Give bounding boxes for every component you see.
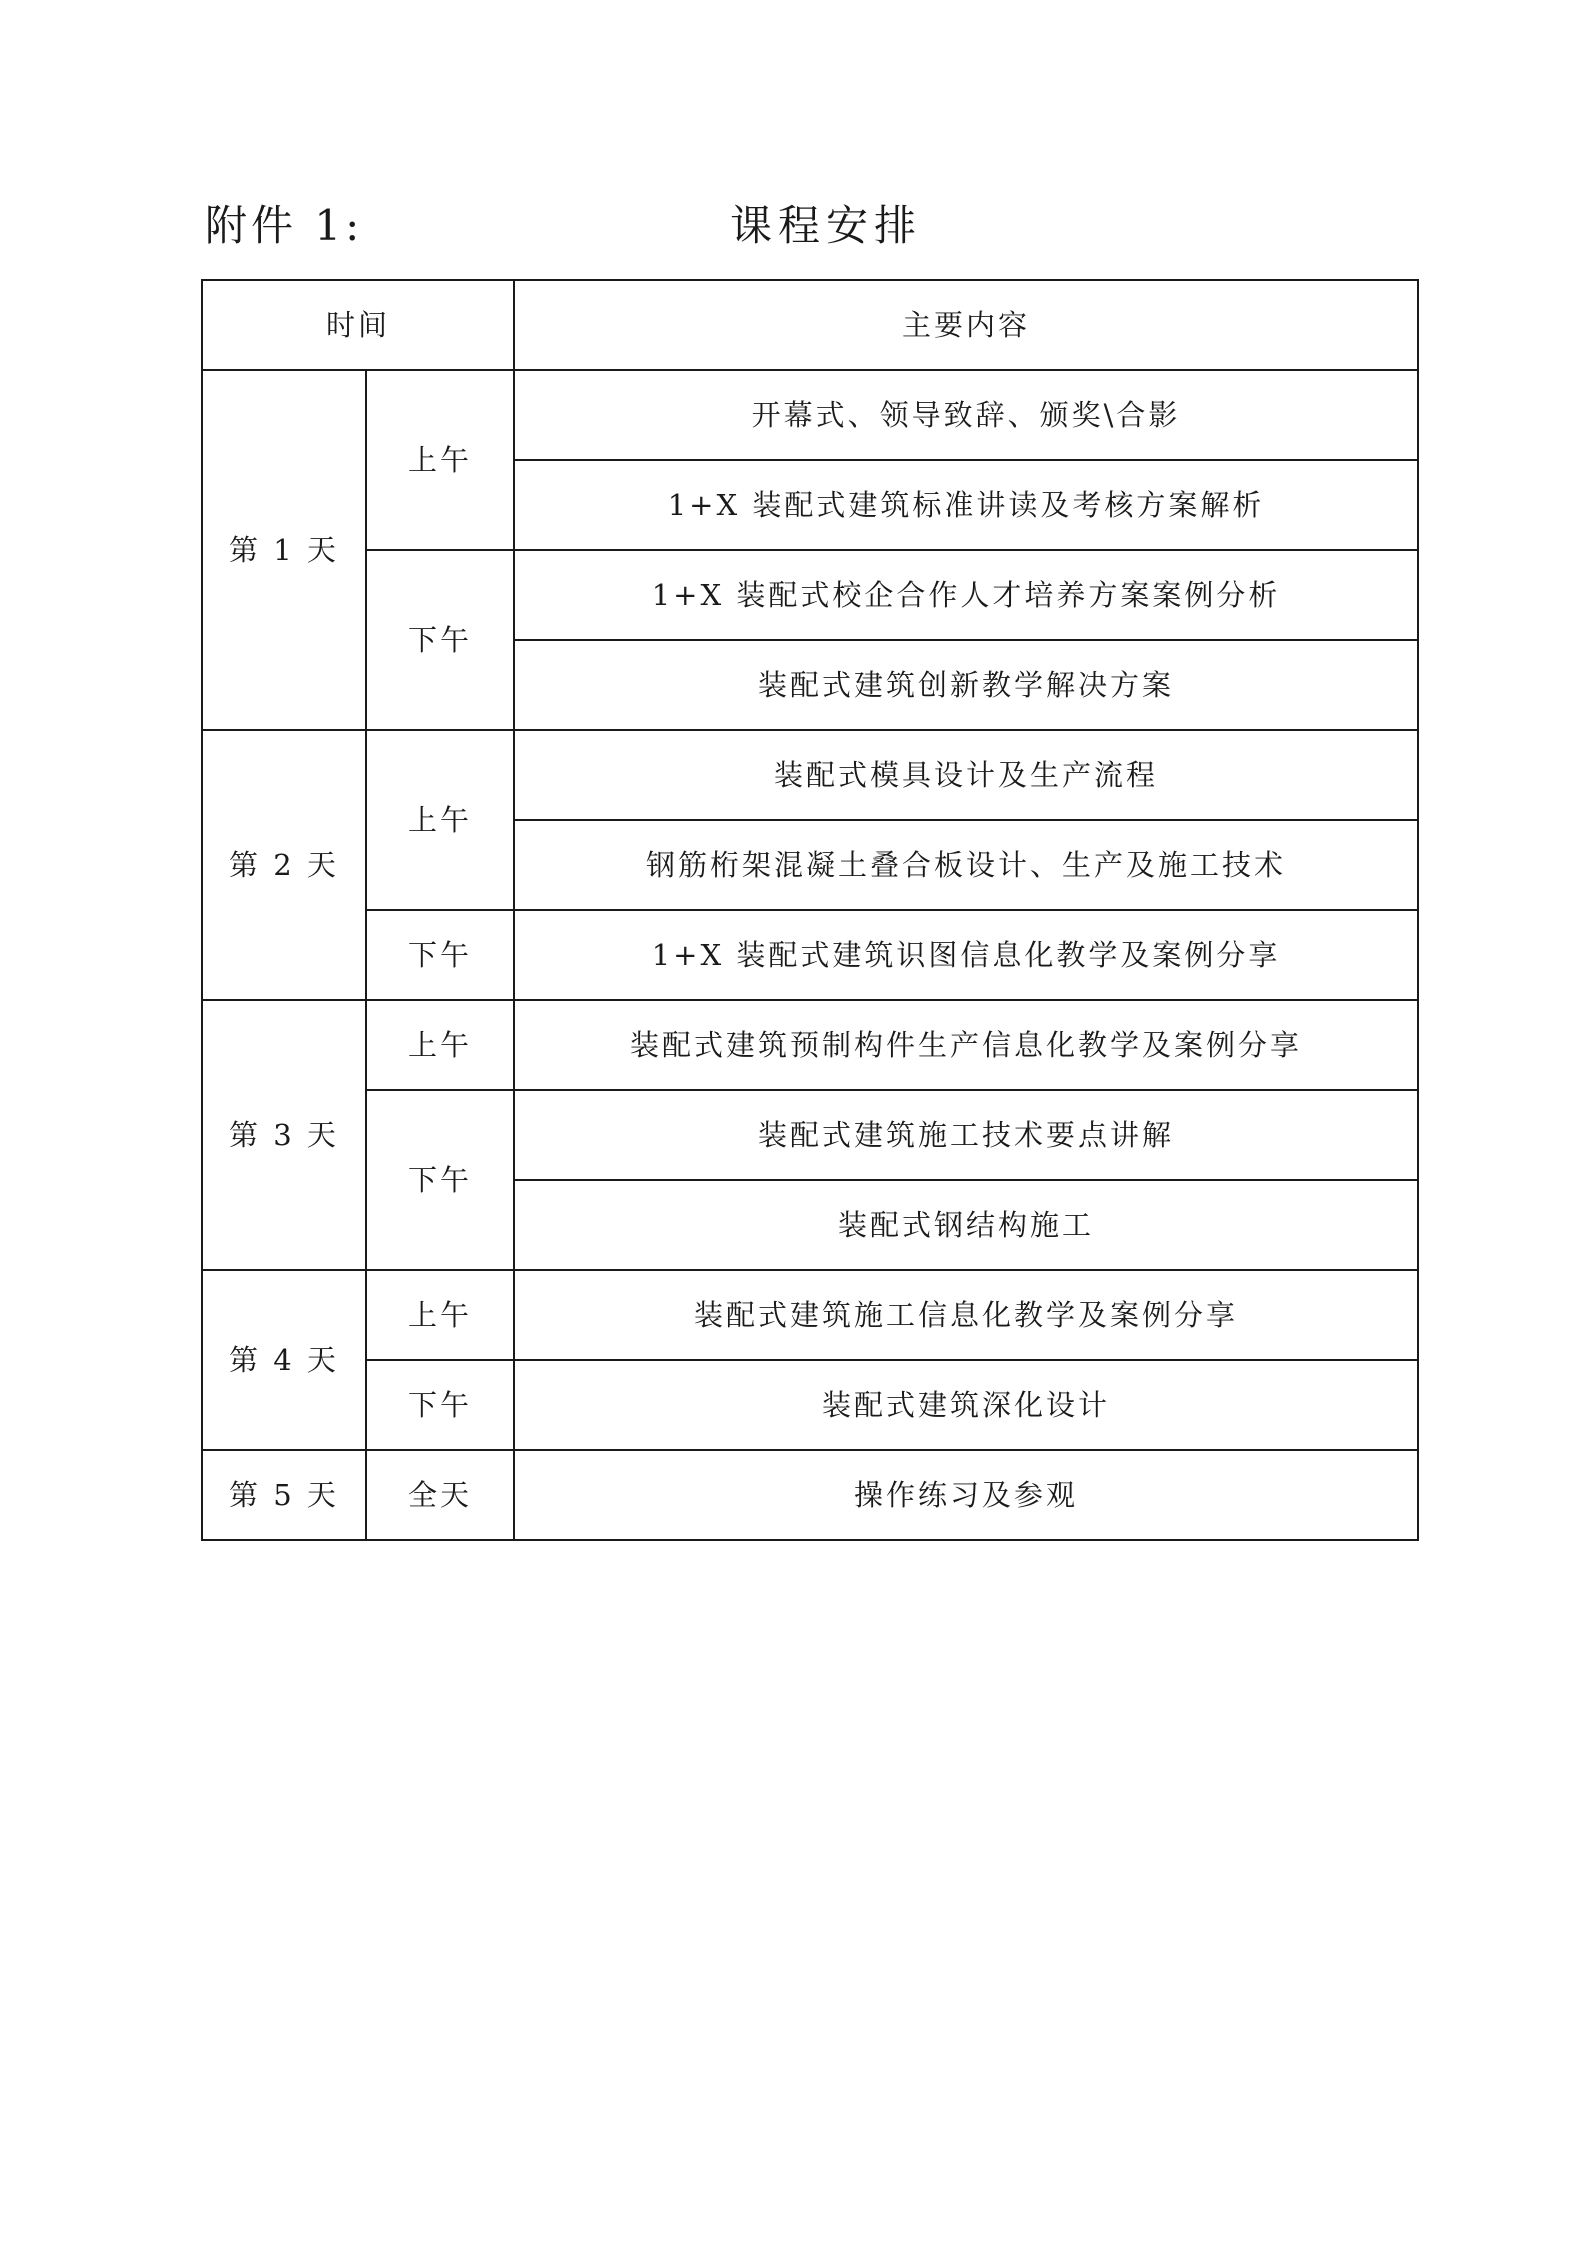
table-row xyxy=(202,1450,1418,1540)
day-cell: 第 5 天 xyxy=(202,1450,366,1540)
column-header-time: 时间 xyxy=(202,280,514,370)
period-cell: 下午 xyxy=(366,1090,514,1270)
period-cell: 上午 xyxy=(366,1000,514,1090)
content-cell: 装配式钢结构施工 xyxy=(514,1180,1418,1270)
day-cell: 第 3 天 xyxy=(202,1000,366,1270)
table-row xyxy=(202,910,1418,1000)
column-header-content: 主要内容 xyxy=(514,280,1418,370)
content-cell: 开幕式、领导致辞、颁奖\合影 xyxy=(514,370,1418,460)
content-cell: 操作练习及参观 xyxy=(514,1450,1418,1540)
content-cell: 1+X 装配式建筑标准讲读及考核方案解析 xyxy=(514,460,1418,550)
table-row xyxy=(202,1270,1418,1360)
table-row xyxy=(202,1000,1418,1090)
period-cell: 下午 xyxy=(366,550,514,730)
content-cell: 装配式建筑创新教学解决方案 xyxy=(514,640,1418,730)
period-cell: 下午 xyxy=(366,910,514,1000)
period-cell: 上午 xyxy=(366,730,514,910)
table-row xyxy=(202,730,1418,820)
table-row xyxy=(202,1360,1418,1450)
period-cell: 下午 xyxy=(366,1360,514,1450)
period-cell: 全天 xyxy=(366,1450,514,1540)
period-cell: 上午 xyxy=(366,370,514,550)
page-title: 课程安排 xyxy=(730,201,923,250)
table-row xyxy=(202,550,1418,640)
table-header-row xyxy=(202,280,1418,370)
table-row xyxy=(202,1090,1418,1180)
schedule-table xyxy=(201,279,1419,1541)
content-cell: 装配式建筑预制构件生产信息化教学及案例分享 xyxy=(514,1000,1418,1090)
content-cell: 装配式建筑深化设计 xyxy=(514,1360,1418,1450)
table-row xyxy=(202,370,1418,460)
day-cell: 第 1 天 xyxy=(202,370,366,730)
content-cell: 1+X 装配式建筑识图信息化教学及案例分享 xyxy=(514,910,1418,1000)
attachment-label: 附件 1: xyxy=(205,201,364,250)
content-cell: 1+X 装配式校企合作人才培养方案案例分析 xyxy=(514,550,1418,640)
content-cell: 钢筋桁架混凝土叠合板设计、生产及施工技术 xyxy=(514,820,1418,910)
day-cell: 第 4 天 xyxy=(202,1270,366,1450)
content-cell: 装配式建筑施工技术要点讲解 xyxy=(514,1090,1418,1180)
content-cell: 装配式建筑施工信息化教学及案例分享 xyxy=(514,1270,1418,1360)
period-cell: 上午 xyxy=(366,1270,514,1360)
day-cell: 第 2 天 xyxy=(202,730,366,1000)
content-cell: 装配式模具设计及生产流程 xyxy=(514,730,1418,820)
